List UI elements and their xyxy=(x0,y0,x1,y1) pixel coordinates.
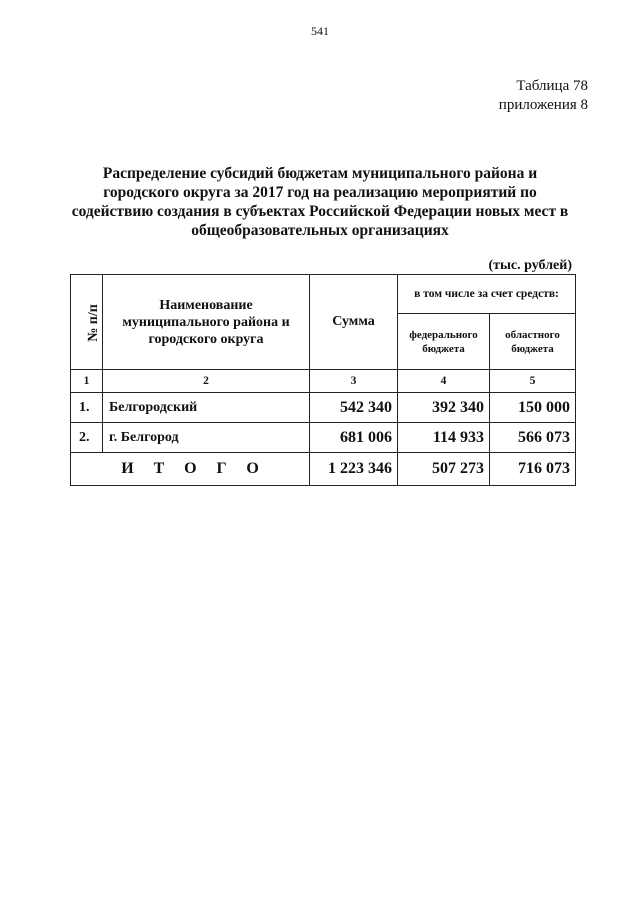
header-number xyxy=(71,275,103,370)
title-line-1: Распределение субсидий бюджетам муниципального района и xyxy=(102,165,538,182)
column-index-5: 5 xyxy=(490,370,576,393)
header-name: Наименование муниципального района и городского округа xyxy=(103,275,310,370)
row-name: г. Белгород xyxy=(103,423,310,453)
header-number-text: № п/п xyxy=(85,304,101,342)
table-reference xyxy=(499,77,588,115)
row-federal: 114 933 xyxy=(398,423,490,453)
subsidy-table xyxy=(70,274,576,486)
row-name: Белгородский xyxy=(103,393,310,423)
total-row xyxy=(71,453,576,486)
column-index-1: 1 xyxy=(71,370,103,393)
column-index-row xyxy=(71,370,576,393)
units-label: (тыс. рублей) xyxy=(488,258,572,273)
table-reference-line-1: Таблица 78 xyxy=(516,78,588,94)
page-number: 541 xyxy=(311,24,329,38)
title-line-4: общеобразовательных организациях xyxy=(191,222,449,239)
header-funding-sources: в том числе за счет средств: xyxy=(398,275,576,314)
row-regional: 566 073 xyxy=(490,423,576,453)
row-regional: 150 000 xyxy=(490,393,576,423)
title-line-2: городского округа за 2017 год на реализацию мероприятий по xyxy=(103,184,537,201)
row-number: 2. xyxy=(71,423,103,453)
total-sum: 1 223 346 xyxy=(310,453,398,486)
document-title xyxy=(70,164,570,240)
header-regional: областного бюджета xyxy=(490,314,576,370)
table-reference-line-2: приложения 8 xyxy=(498,97,588,113)
row-federal: 392 340 xyxy=(398,393,490,423)
header-sum: Сумма xyxy=(310,275,398,370)
row-sum: 681 006 xyxy=(310,423,398,453)
row-number: 1. xyxy=(71,393,103,423)
row-sum: 542 340 xyxy=(310,393,398,423)
table-row xyxy=(71,423,576,453)
table-row xyxy=(71,393,576,423)
title-line-3: содействию создания в субъектах Российской Федерации новых мест в xyxy=(71,203,569,220)
total-regional: 716 073 xyxy=(490,453,576,486)
total-federal: 507 273 xyxy=(398,453,490,486)
header-row xyxy=(71,275,576,314)
column-index-3: 3 xyxy=(310,370,398,393)
total-label: ИТОГО xyxy=(71,453,310,486)
header-federal: федерального бюджета xyxy=(398,314,490,370)
column-index-4: 4 xyxy=(398,370,490,393)
column-index-2: 2 xyxy=(103,370,310,393)
